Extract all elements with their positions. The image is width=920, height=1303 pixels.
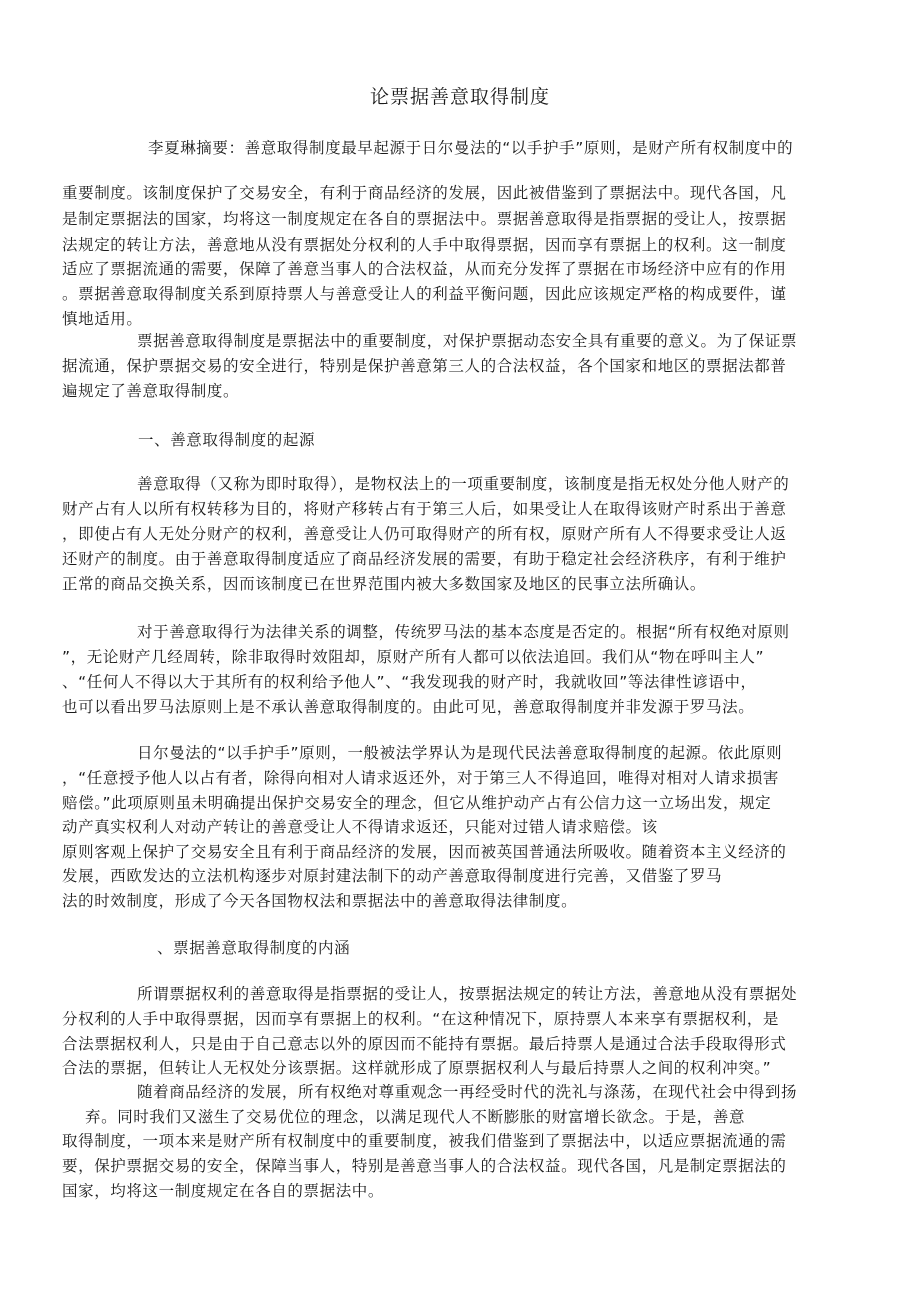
paragraph-line: ，“任意授予他人以占有者，除得向相对人请求返还外，对于第三人不得追回，唯得对相对人请求损害 bbox=[62, 769, 780, 787]
document-title: 论票据善意取得制度 bbox=[369, 86, 550, 108]
paragraph-line: 、“任何人不得以大于其所有的权利给予他人”、“我发现我的财产时，我就收回”等法律性谚语中， bbox=[62, 673, 757, 691]
abstract-line: 是制定票据法的国家，均将这一制度规定在各自的票据法中。票据善意取得是指票据的受让人，按票据 bbox=[62, 210, 787, 228]
paragraph-line: 弃。同时我们又滋生了交易优位的理念，以满足现代人不断膨胀的财富增长欲念。于是，善意 bbox=[85, 1108, 746, 1126]
abstract-line: 重要制度。该制度保护了交易安全，有利于商品经济的发展，因此被借鉴到了票据法中。现代各国，凡 bbox=[62, 184, 787, 202]
paragraph-line: 动产真实权利人对动产转让的善意受让人不得请求返还，只能对过错人请求赔偿。该 bbox=[62, 818, 658, 836]
paragraph-line: 合法的票据，但转让人无权处分该票据。这样就形成了原票据权利人与最后持票人之间的权利冲突。” bbox=[62, 1059, 772, 1077]
abstract-line: 。票据善意取得制度关系到原持票人与善意受让人的利益平衡问题，因此应该规定严格的构成要件，谨 bbox=[62, 285, 787, 303]
paragraph-line: ，即使占有人无处分财产的权利，善意受让人仍可取得财产的所有权，原财产所有人不得要求受让人返 bbox=[62, 525, 787, 543]
paragraph-line: 善意取得（又称为即时取得），是物权法上的一项重要制度，该制度是指无权处分他人财产的 bbox=[137, 475, 790, 493]
paragraph-line: 财产占有人以所有权转移为目的，将财产移转占有于第三人后，如果受让人在取得该财产时系出于善意 bbox=[62, 500, 787, 518]
section-heading-meaning: 、票据善意取得制度的内涵 bbox=[157, 939, 351, 957]
paragraph-line: 也可以看出罗马法原则上是不承认善意取得制度的。由此可见，善意取得制度并非发源于罗马法。 bbox=[62, 698, 755, 716]
paragraph-line: 还财产的制度。由于善意取得制度适应了商品经济发展的需要，有助于稳定社会经济秩序，有利于维护 bbox=[62, 550, 787, 568]
section-heading-origin: 一、善意取得制度的起源 bbox=[138, 431, 316, 449]
paragraph-line: 正常的商品交换关系，因而该制度已在世界范围内被大多数国家及地区的民事立法所确认。 bbox=[62, 575, 707, 593]
paragraph-line: 对于善意取得行为法律关系的调整，传统罗马法的基本态度是否定的。根据“所有权绝对原则 bbox=[137, 623, 790, 641]
paragraph-line: 所谓票据权利的善意取得是指票据的受让人，按票据法规定的转让方法，善意地从没有票据处 bbox=[137, 985, 798, 1003]
paragraph-line: 发展，西欧发达的立法机构逐步对原封建法制下的动产善意取得制度进行完善，又借鉴了罗马 bbox=[62, 867, 723, 885]
abstract-line: 法规定的转让方法，善意地从没有票据处分权利的人手中取得票据，因而享有票据上的权利。这一制度 bbox=[62, 236, 787, 254]
abstract-line: 慎地适用。 bbox=[62, 310, 143, 328]
intro-line: 票据善意取得制度是票据法中的重要制度，对保护票据动态安全具有重要的意义。为了保证票 bbox=[137, 332, 798, 350]
paragraph-line: ”，无论财产几经周转，除非取得时效阻却，原财产所有人都可以依法追回。我们从“物在呼叫主人” bbox=[62, 648, 765, 666]
paragraph-line: 分权利的人手中取得票据，因而享有票据上的权利。“在这种情况下，原持票人本来享有票据权利，是 bbox=[62, 1010, 780, 1028]
paragraph-line: 法的时效制度，形成了今天各国物权法和票据法中的善意取得法律制度。 bbox=[62, 892, 578, 910]
paragraph-line: 随着商品经济的发展，所有权绝对尊重观念一再经受时代的洗礼与涤荡，在现代社会中得到扬 bbox=[137, 1083, 798, 1101]
paragraph-line: 赔偿。”此项原则虽未明确提出保护交易安全的理念，但它从维护动产占有公信力这一立场出发，规定 bbox=[62, 794, 772, 812]
intro-line: 遍规定了善意取得制度。 bbox=[62, 382, 240, 400]
abstract-line: 适应了票据流通的需要，保障了善意当事人的合法权益，从而充分发挥了票据在市场经济中应有的作用 bbox=[62, 260, 787, 278]
intro-line: 据流通，保护票据交易的安全进行，特别是保护善意第三人的合法权益，各个国家和地区的票据法都普 bbox=[62, 357, 787, 375]
paragraph-line: 取得制度，一项本来是财产所有权制度中的重要制度，被我们借鉴到了票据法中，以适应票据流通的需 bbox=[62, 1132, 787, 1150]
abstract-line: 李夏琳摘要：善意取得制度最早起源于日尔曼法的“以手护手”原则，是财产所有权制度中的 bbox=[148, 139, 794, 157]
paragraph-line: 日尔曼法的“以手护手”原则，一般被法学界认为是现代民法善意取得制度的起源。依此原则 bbox=[137, 744, 783, 762]
paragraph-line: 合法票据权利人，只是由于自己意志以外的原因而不能持有票据。最后持票人是通过合法手段取得形式 bbox=[62, 1035, 787, 1053]
paragraph-line: 要，保护票据交易的安全，保障当事人，特别是善意当事人的合法权益。现代各国，凡是制定票据法的 bbox=[62, 1157, 787, 1175]
paragraph-line: 国家，均将这一制度规定在各自的票据法中。 bbox=[62, 1182, 385, 1200]
paragraph-line: 原则客观上保护了交易安全且有利于商品经济的发展，因而被英国普通法所吸收。随着资本主义经济的 bbox=[62, 843, 787, 861]
